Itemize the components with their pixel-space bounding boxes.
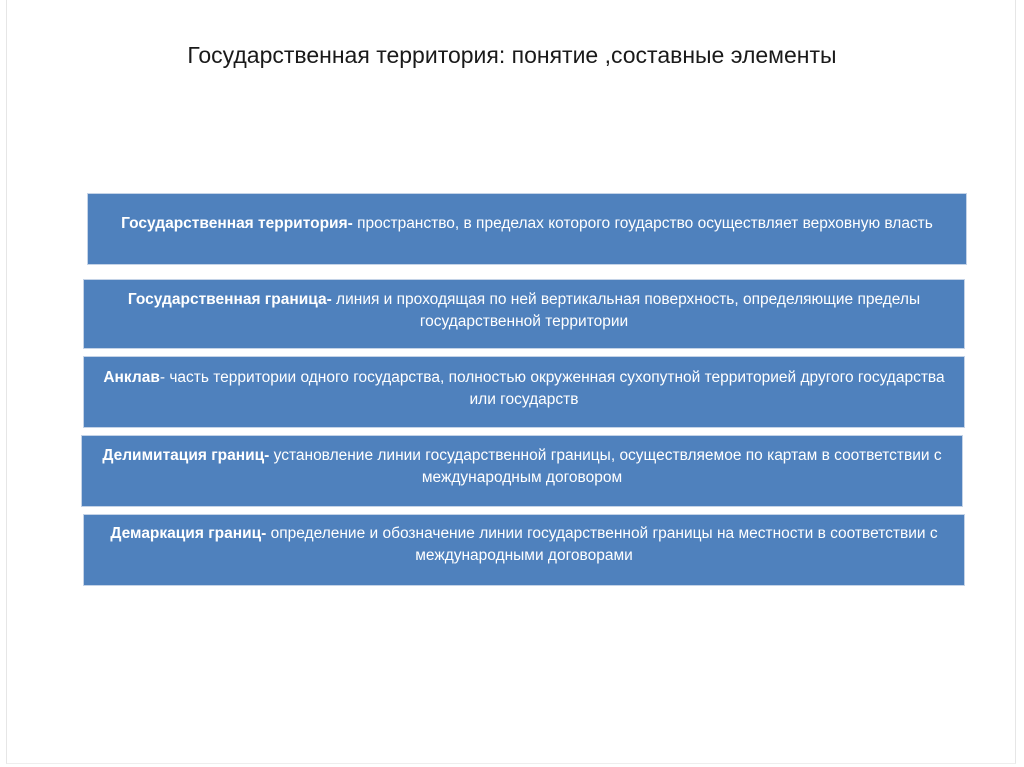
- definition-text: определение и обозначение линии государственной границы на местности в соответствии с международными договорами: [266, 525, 938, 564]
- definition-term: Анклав: [103, 369, 160, 386]
- definition-content: [98, 523, 950, 567]
- definition-content: [98, 367, 950, 411]
- definition-box-border-demarcation: [84, 515, 964, 585]
- definition-text: установление линии государственной границы, осуществляемое по картам в соответствии с международным договором: [269, 447, 942, 486]
- definition-term: Государственная граница-: [127, 291, 332, 308]
- definition-term: Делимитация границ-: [102, 447, 270, 464]
- definition-box-state-territory: [88, 194, 966, 264]
- definition-content: [96, 445, 948, 489]
- definition-term: Демаркация границ-: [110, 525, 267, 542]
- definition-content: [98, 289, 950, 333]
- definition-text: - часть территории одного государства, полностью окруженная сухопутной территорией другого государства или государств: [159, 369, 945, 408]
- definition-box-border-delimitation: [82, 436, 962, 506]
- slide-title: Государственная территория: понятие ,составные элементы: [187, 42, 837, 68]
- definition-box-enclave: [84, 357, 964, 427]
- definition-term: Государственная территория-: [121, 215, 353, 232]
- definition-text: линия и проходящая по ней вертикальная поверхность, определяющие пределы государственной территории: [331, 291, 921, 330]
- definition-box-state-border: [84, 280, 964, 348]
- definition-text: пространство, в пределах которого гоударство осуществляет верховную власть: [352, 215, 933, 232]
- definition-content: [121, 213, 933, 235]
